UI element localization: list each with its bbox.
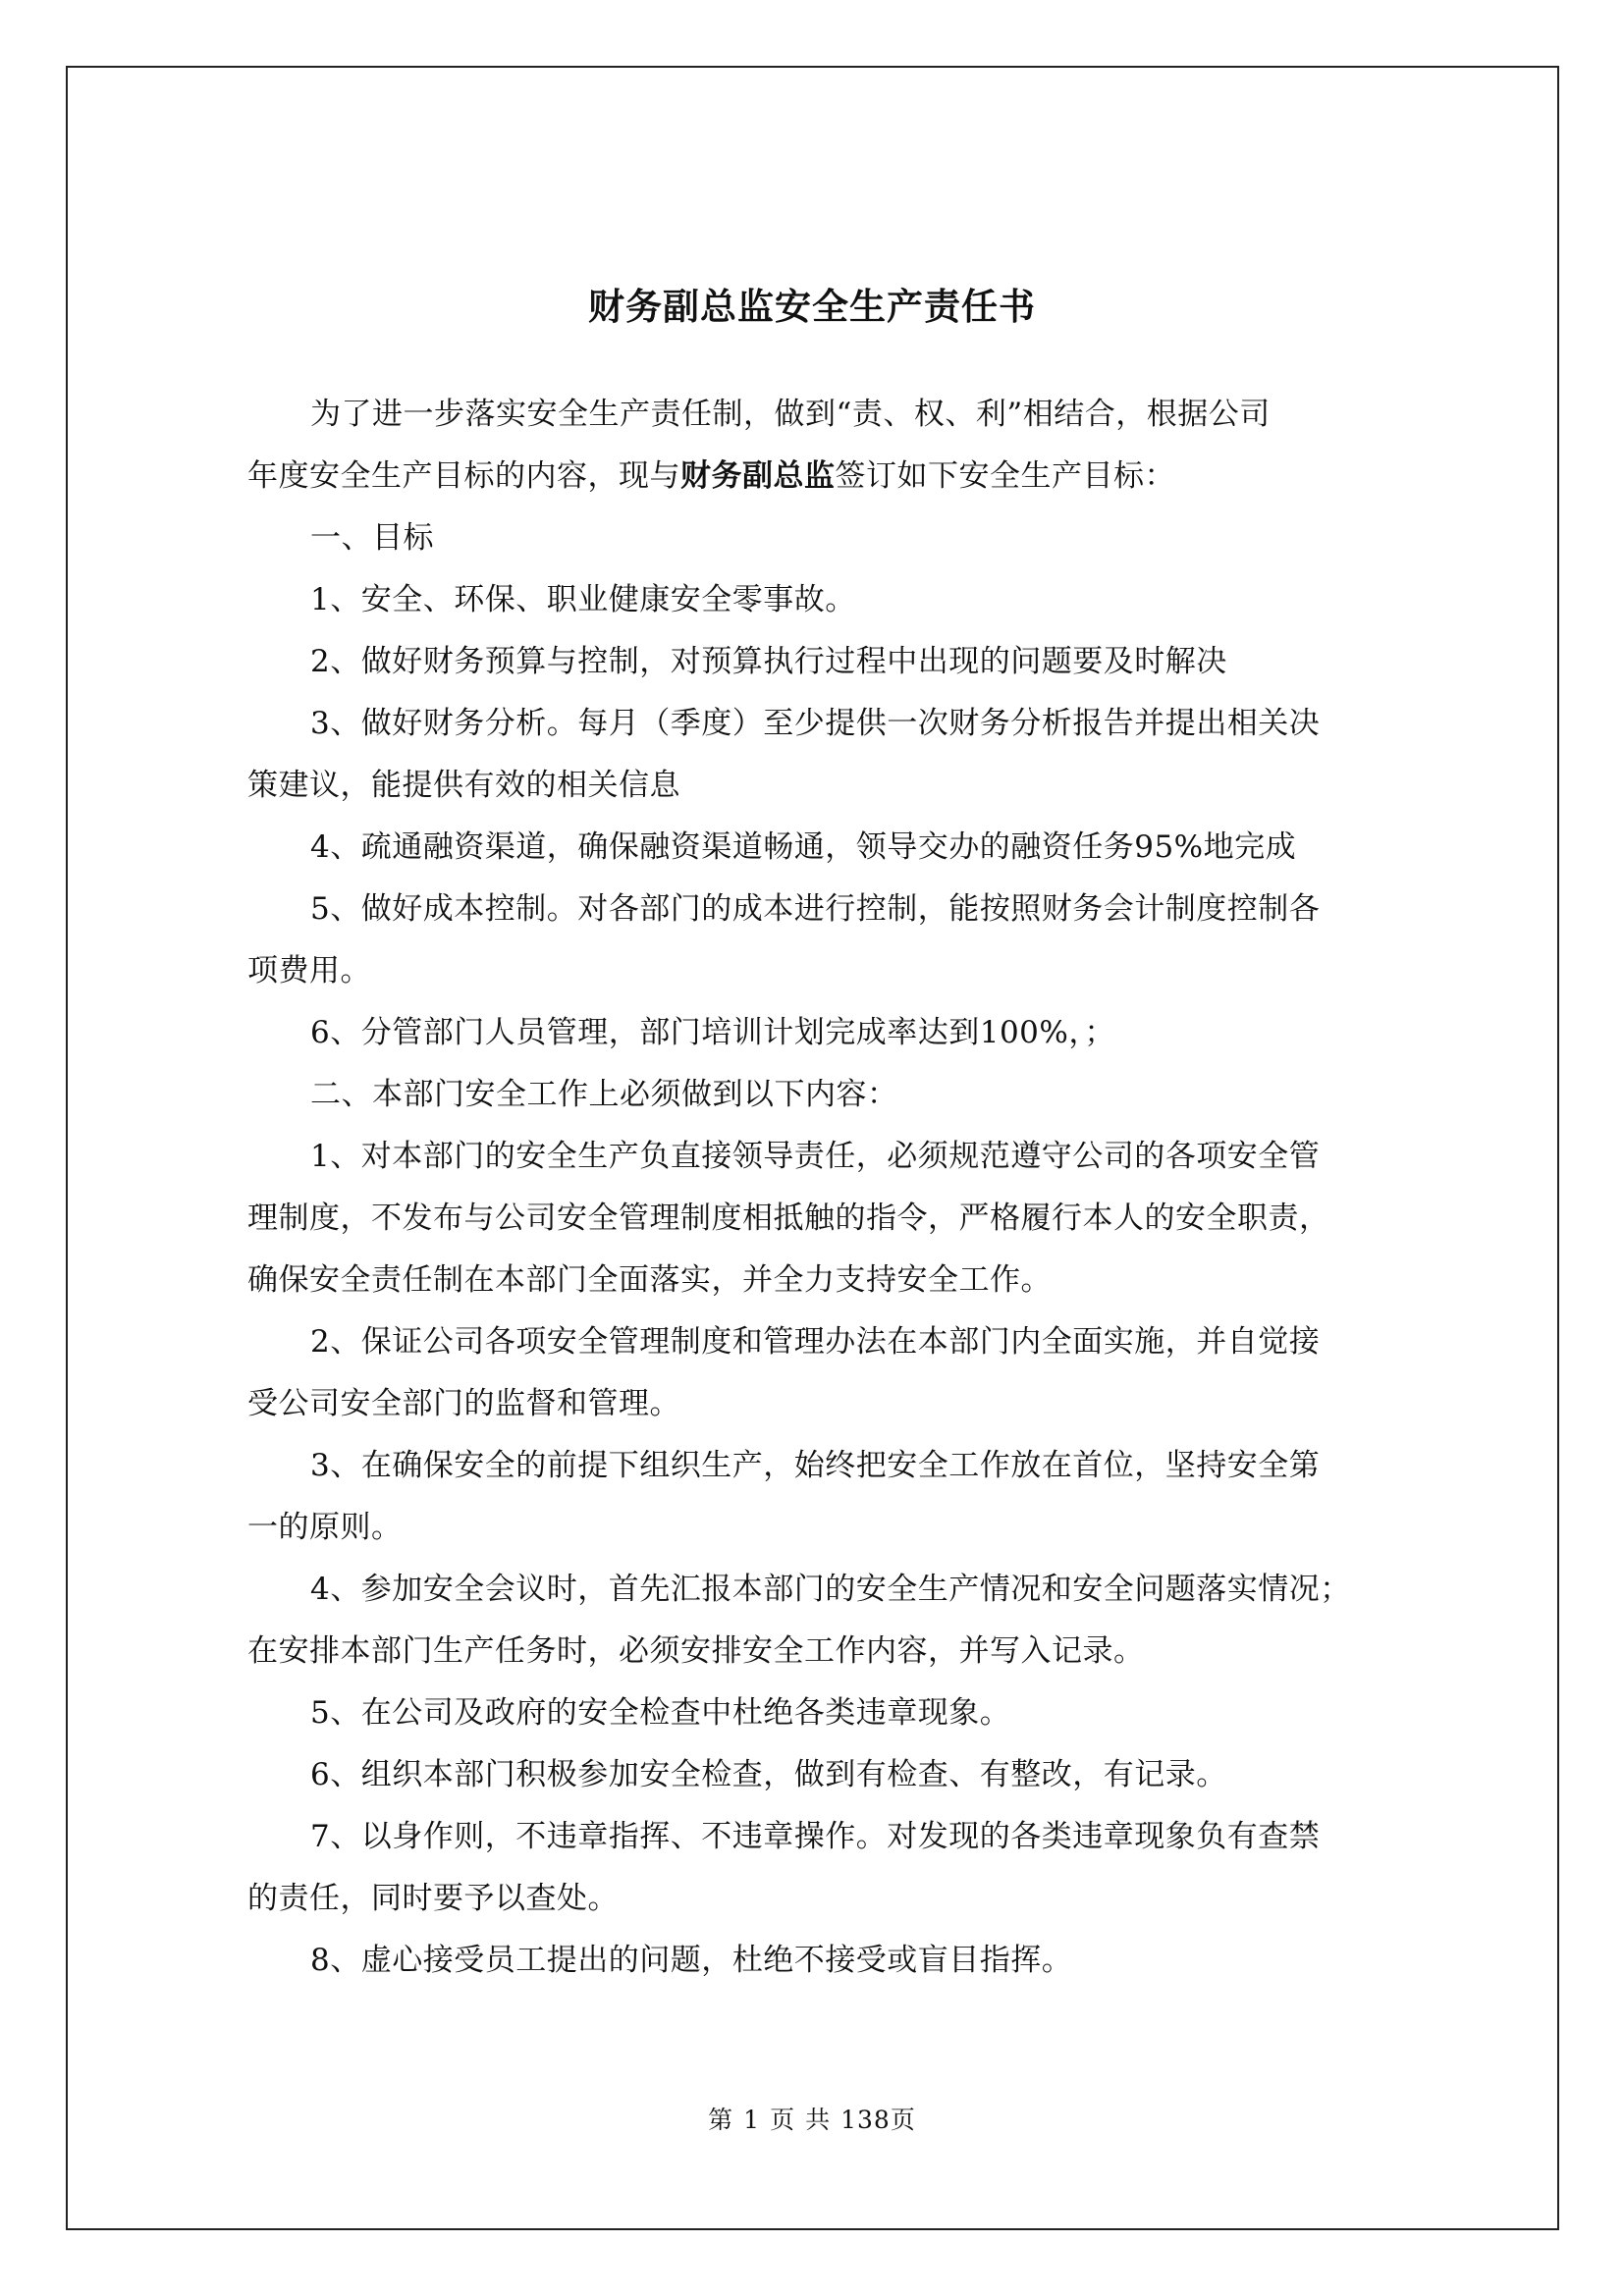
footer-total-pages: 138页: [840, 2106, 916, 2134]
duty-item-7: [247, 1806, 1381, 1930]
goal-item-5-line-1: 5、做好成本控制。对各部门的成本进行控制，能按照财务会计制度控制各: [310, 891, 1321, 927]
intro-paragraph: [247, 384, 1381, 507]
intro-line-2-after: 签订如下安全生产目标：: [835, 458, 1175, 494]
intro-line-2: [247, 446, 1381, 507]
duty-item-5: [247, 1682, 1381, 1744]
goal-item-3: [247, 693, 1381, 817]
duty-item-2-line-2: 受公司安全部门的监督和管理。: [247, 1386, 680, 1421]
duty-item-3: [247, 1435, 1381, 1559]
goal-item-1: [247, 569, 1381, 631]
footer-ye: 页: [770, 2106, 796, 2134]
goal-item-6-line-1: 6、分管部门人员管理，部门培训计划完成率达到100%，；: [310, 1015, 1115, 1050]
duty-item-2-line-1: 2、保证公司各项安全管理制度和管理办法在本部门内全面实施，并自觉接: [310, 1324, 1321, 1360]
duty-item-3-line-2: 一的原则。: [247, 1510, 403, 1545]
goal-item-3-line-2: 策建议，能提供有效的相关信息: [247, 768, 680, 803]
document-body: [247, 384, 1381, 1992]
footer-page-number: 1: [743, 2106, 761, 2134]
section-1-heading: 一、目标: [310, 520, 434, 556]
intro-line-1: 为了进一步落实安全生产责任制，做到“责、权、利”相结合，根据公司: [310, 397, 1271, 432]
duty-item-4-line-1: 4、参加安全会议时，首先汇报本部门的安全生产情况和安全问题落实情况；: [310, 1572, 1351, 1607]
signatory-role: 财务副总监: [680, 458, 836, 494]
document-title: 财务副总监安全生产责任书: [588, 285, 1036, 328]
goal-item-4-line-1: 4、疏通融资渠道，确保融资渠道畅通，领导交办的融资任务95%地完成: [310, 829, 1297, 865]
goal-item-6: [247, 1002, 1381, 1064]
duty-item-6: [247, 1744, 1381, 1806]
duty-item-7-line-2: 的责任，同时要予以查处。: [247, 1881, 619, 1916]
goal-item-2: [247, 631, 1381, 693]
goal-item-1-line-1: 1、安全、环保、职业健康安全零事故。: [310, 582, 856, 617]
goal-item-3-line-1: 3、做好财务分析。每月（季度）至少提供一次财务分析报告并提出相关决: [310, 706, 1321, 741]
goal-item-5: [247, 879, 1381, 1002]
intro-line-2-before: 年度安全生产目标的内容，现与: [247, 458, 680, 494]
goal-item-2-line-1: 2、做好财务预算与控制，对预算执行过程中出现的问题要及时解决: [310, 644, 1227, 679]
page-footer: [0, 2101, 1624, 2136]
section-2-heading: 二、本部门安全工作上必须做到以下内容：: [310, 1077, 898, 1112]
duty-item-6-line-1: 6、组织本部门积极参加安全检查，做到有检查、有整改，有记录。: [310, 1757, 1227, 1792]
duty-item-1: [247, 1126, 1381, 1311]
goal-item-5-line-2: 项费用。: [247, 953, 371, 988]
duty-item-4-line-2: 在安排本部门生产任务时，必须安排安全工作内容，并写入记录。: [247, 1633, 1145, 1669]
duty-item-8-line-1: 8、虚心接受员工提出的问题，杜绝不接受或盲目指挥。: [310, 1943, 1073, 1978]
duty-item-7-line-1: 7、以身作则，不违章指挥、不违章操作。对发现的各类违章现象负有查禁: [310, 1819, 1321, 1854]
duty-item-1-line-3: 确保安全责任制在本部门全面落实，并全力支持安全工作。: [247, 1262, 1052, 1298]
duty-item-3-line-1: 3、在确保安全的前提下组织生产，始终把安全工作放在首位，坚持安全第: [310, 1448, 1321, 1483]
duty-item-8: [247, 1930, 1381, 1992]
footer-di: 第: [708, 2106, 734, 2134]
duty-item-4: [247, 1559, 1381, 1682]
duty-item-5-line-1: 5、在公司及政府的安全检查中杜绝各类违章现象。: [310, 1695, 1011, 1731]
goal-item-4: [247, 817, 1381, 879]
footer-gong: 共: [805, 2106, 832, 2134]
duty-item-1-line-1: 1、对本部门的安全生产负直接领导责任，必须规范遵守公司的各项安全管: [310, 1139, 1321, 1174]
duty-item-2: [247, 1311, 1381, 1435]
duty-item-1-line-2: 理制度，不发布与公司安全管理制度相抵触的指令，严格履行本人的安全职责，: [247, 1201, 1330, 1236]
